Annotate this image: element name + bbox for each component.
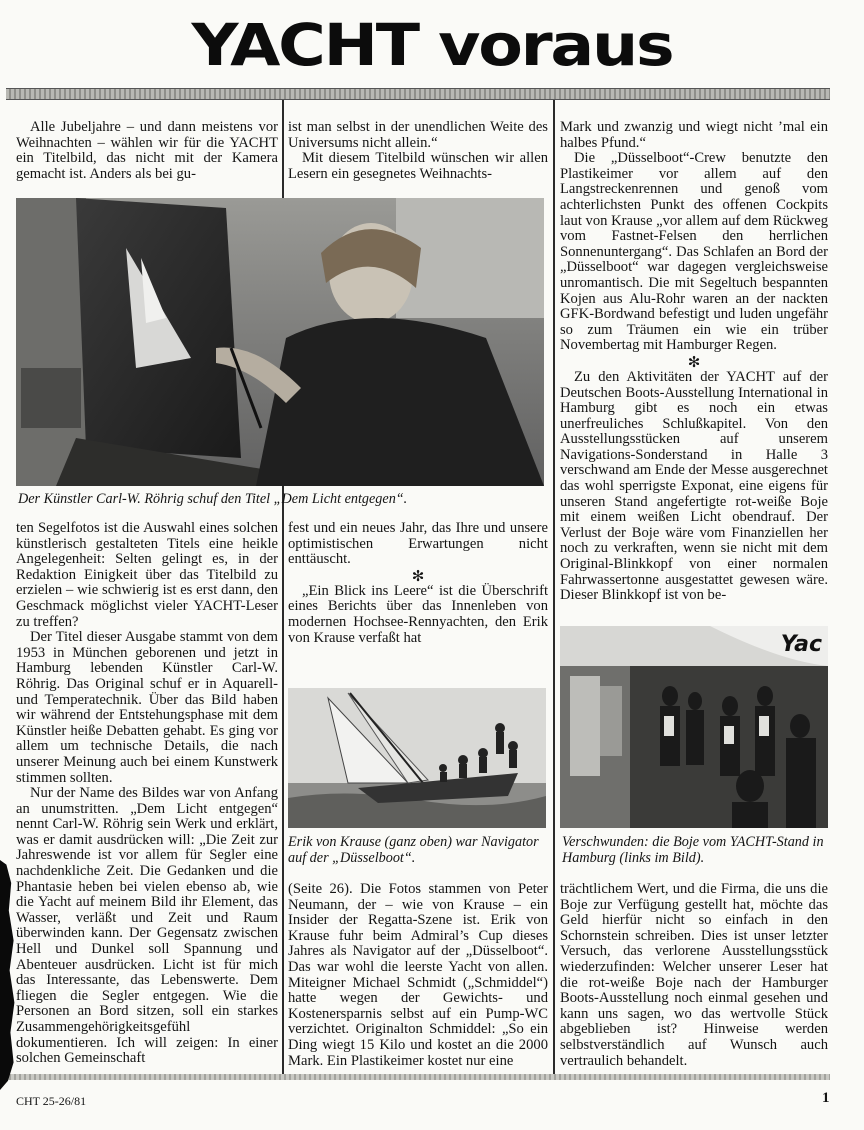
column-2-body xyxy=(288,521,548,645)
paragraph: fest und ein neues Jahr, das Ihre und unsere optimistischen Erwartungen nicht enttäuscht. xyxy=(288,521,548,568)
booth-sign-text: Yac xyxy=(780,632,822,657)
column-3-bottom xyxy=(560,882,828,1072)
paragraph: Zu den Aktivitäten der YACHT auf der Deutschen Boots-Ausstellung International in Hamburg gibt es noch ein etwas unerfreuliches Schlußkapitel. Von den Ausstellungsstücken auf unserem Navigations-Sonderstand in Halle 3 verschwand am Ende der Messe ausgerechnet das wohl sperrigste Exponat, eine eigens für unseren Stand angefertigte rot-weiße Boje mit einem weißen Licht obendrauf. Der Verlust der Boje wäre vom Finanziellen her noch zu verkraften, wenn sie nicht mit dem Original-Blinkkopf von einer normalen Fahrwassertonne ausgestattet gewesen wäre. Dieser Blinkkopf ist von be- xyxy=(560,368,828,604)
paragraph: Der Titel dieser Ausgabe stammt von dem 1953 in München geborenen und jetzt in Hamburg lebenden Künstler Carl-W. Röhrig. Das Original schuf er in Aquarell- und Temperatechnik. Über das Bild haben wir während der Entstehungsphase mit dem Künstler heiße Debatten gehabt. Es ging vor allem um technische Details, die nach unserer Meinung auch bei einem Kunstwerk stimmen sollten. xyxy=(16,629,278,786)
sailing-photo xyxy=(288,688,546,828)
paragraph: Die „Düsselboot“-Crew benutzte den Plastikeimer vor allem auf den Langstreckenrennen und genoß vom achterlichsten Punkt des offenen Cockpits laut von Krause „vor allem auf dem Rückweg vom Fastnet-Felsen den herrlichen Sonnenuntergang“. Das Schlafen an Bord der „Düsselboot“ war dagegen vergleichsweise unromantisch. Die mit Segeltuch bespannten Kojen aus Alu-Rohr waren an der nackten GFK-Bordwand befestigt und luden ungefähr so zum Träumen ein wie ein trüber Novembertag mit Hamburger Regen. xyxy=(560,150,828,354)
column-2-bottom xyxy=(288,882,548,1072)
sailing-caption: Erik von Krause (ganz oben) war Navigator auf der „Düsselboot“. xyxy=(288,834,539,866)
paragraph: Alle Jubeljahre – und dann meistens vor Weihnachten – wählen wir für die YACHT ein Titelbild, das nicht mit der Kamera gemacht ist. Anders als bei gu- xyxy=(16,120,278,182)
paragraph: Nur der Name des Bildes war von Anfang an unumstritten. „Dem Licht entgegen“ nennt Carl-W. Röhrig sein Werk und erklärt, was er damit ausdrücken will: „Die Zeit zur Jahreswende ist vor allem für Segler eine nachdenkliche Zeit. Die Gedanken und die Phantasie heben bei vielen ebenso ab, wie die Yacht auf meinem Bild ihr Element, das Wasser, verläßt und Zeit und Raum überwinden kann. Der Gegensatz zwischen Hell und Dunkel soll Spannung und Abenteuer ausdrücken. Licht ist für mich das Interessante, das Lebenswerte. Dem fliegen die Segler entgegen. Wie die Personen an Bord sitzen, soll ein starkes Zusammengehörigkeitsgefühl dokumentieren. Ich will zeigen: In einer solchen Gemeinschaft xyxy=(16,785,278,1067)
masthead-rule xyxy=(6,88,830,100)
booth-photo xyxy=(560,626,828,828)
column-1-top xyxy=(16,120,278,198)
paragraph: Mark und zwanzig und wiegt nicht ’mal ein halbes Pfund.“ xyxy=(560,120,828,151)
masthead-title: YACHT voraus xyxy=(191,11,673,79)
page-number: 1 xyxy=(822,1090,830,1106)
paragraph: ist man selbst in der unendlichen Weite des Universums nicht allein.“ xyxy=(288,120,548,151)
artist-photo xyxy=(16,198,544,486)
paragraph: „Ein Blick ins Leere“ ist die Überschrift eines Berichts über das Innenleben von modernen Hochsee-Rennyachten, den Erik von Krause verfaßt hat xyxy=(288,582,548,645)
column-divider xyxy=(553,100,555,1076)
footer-rule xyxy=(6,1074,830,1080)
column-1-body xyxy=(16,521,278,1073)
paragraph: (Seite 26). Die Fotos stammen von Peter Neumann, der – wie von Krause – ein Insider der Regatta-Szene ist. Erik von Krause fuhr beim Admiral’s Cup dieses Jahres als Navigator auf der „Düsselboot“. Das war wohl die leerste Yacht von allen. Miteigner Michael Schmidt („Schmiddel“) hatte wegen der Gewichts- und Kostenersparnis selbst auf ein Pump-WC verzichtet. Originalton Schmiddel: „So ein Ding wiegt 15 Kilo und kostet an die 2000 Mark. Ein Plastikeimer kostet nur eine xyxy=(288,882,548,1069)
torn-page-edge xyxy=(0,860,16,1090)
paragraph: ten Segelfotos ist die Auswahl eines solchen künstlerisch gestalteten Titels eine heikle Angelegenheit: Selten gelingt es, in der Redaktion Einigkeit über das Titelbild zu erzielen – wie schwierig ist es erst dann, den Geschmack möglichst vieler YACHT-Leser zu treffen? xyxy=(16,521,278,630)
column-3-top xyxy=(560,120,828,622)
paragraph: trächtlichem Wert, und die Firma, die uns die Boje zur Verfügung gestellt hat, möchte das Geld hierfür nicht so einfach in den Schornstein schreiben. Dies ist unser letzter Versuch, das verlorene Ausstellungsstück wiederzufinden: Welcher unserer Leser hat die rot-weiße Boje nach der Hamburger Boots-Ausstellung noch einmal gesehen und kann uns sagen, wo das wertvolle Stück abgeblieben ist? Hinweise werden selbstverständlich auf Wunsch auch vertraulich behandelt. xyxy=(560,882,828,1069)
booth-caption: Verschwunden: die Boje vom YACHT-Stand in Hamburg (links im Bild). xyxy=(562,834,824,866)
section-separator-star: ✻ xyxy=(687,352,701,371)
column-2-top xyxy=(288,120,548,198)
photo-caption: Der Künstler Carl-W. Röhrig schuf den Titel „Dem Licht entgegen“. xyxy=(18,491,408,507)
issue-label: CHT 25-26/81 xyxy=(16,1094,87,1108)
paragraph: Mit diesem Titelbild wünschen wir allen Lesern ein gesegnetes Weihnachts- xyxy=(288,150,548,182)
section-separator-star: ✻ xyxy=(411,566,425,585)
